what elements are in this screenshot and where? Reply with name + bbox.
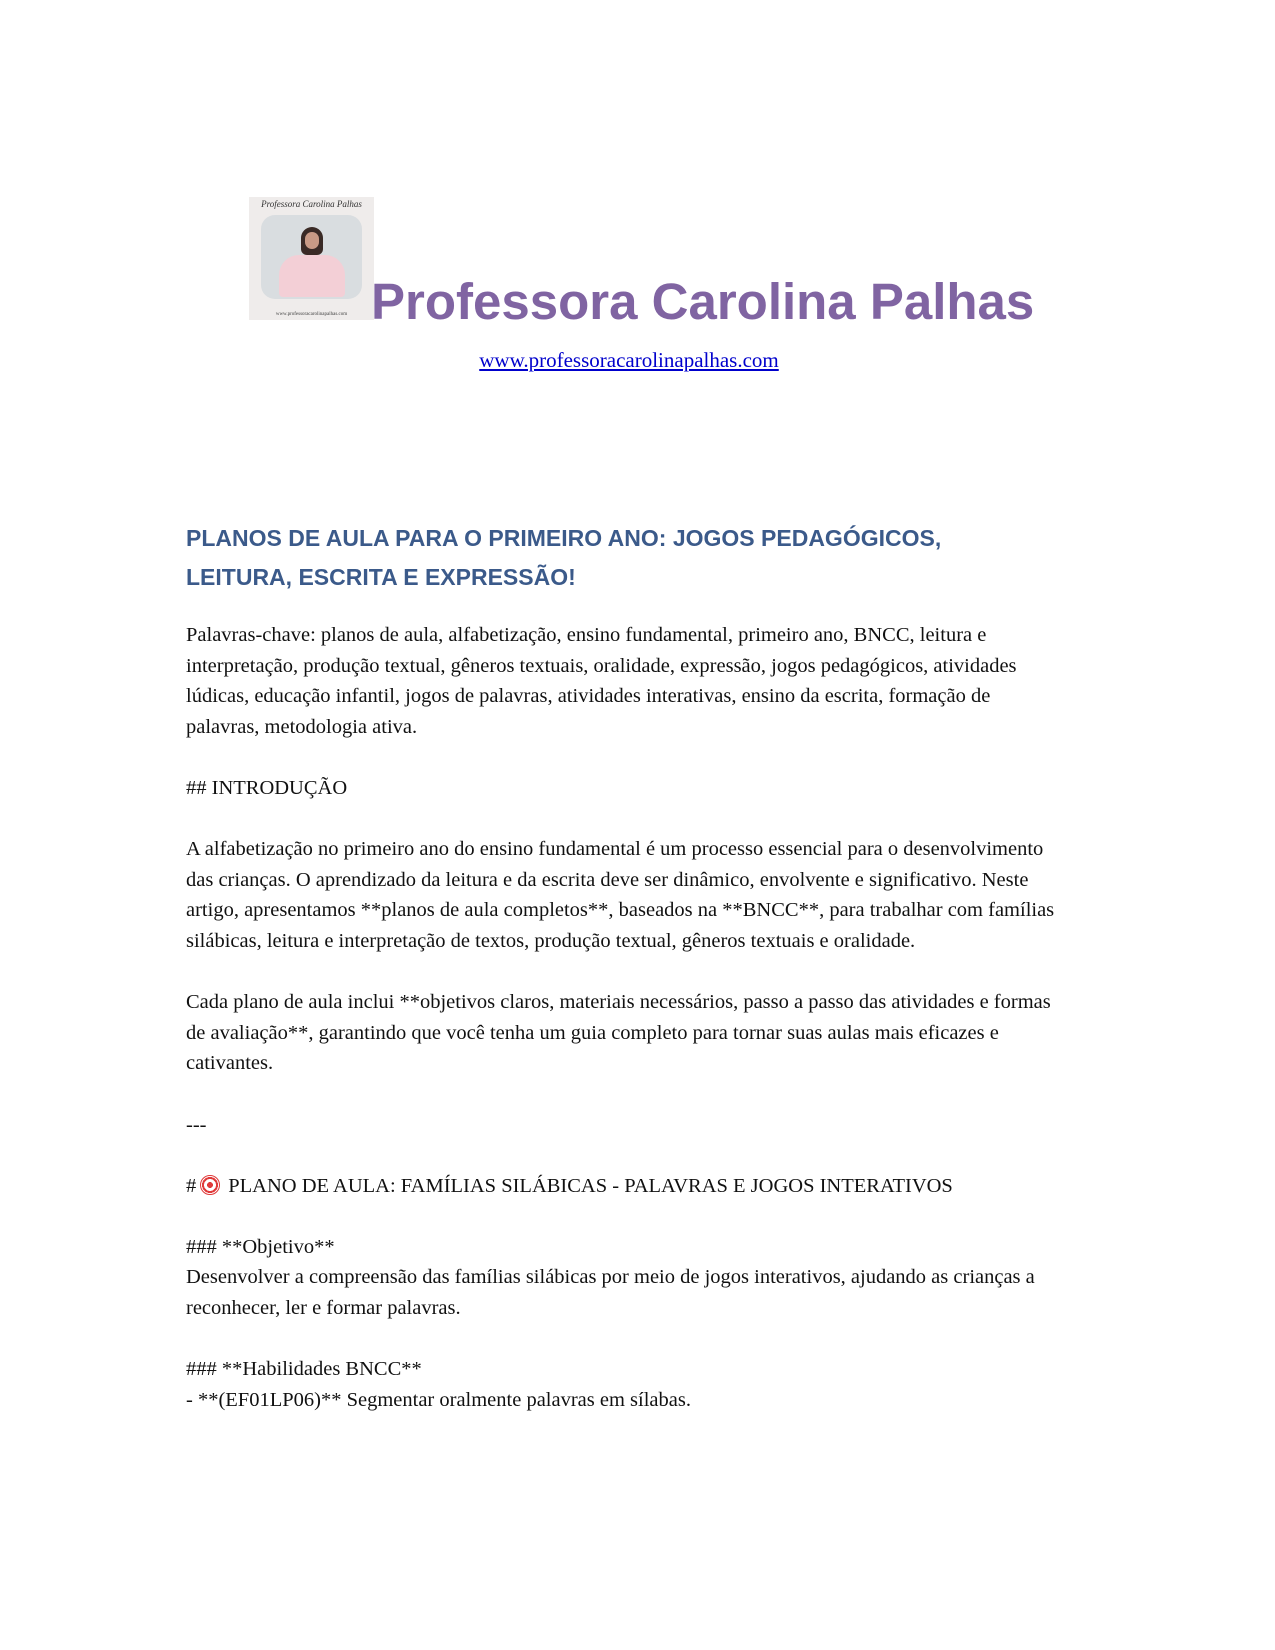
article-body [186,519,1066,1415]
photo-face [305,232,319,249]
skills-heading: ### **Habilidades BNCC** [186,1358,422,1381]
heading-line-2: LEITURA, ESCRITA E EXPRESSÃO! [186,564,576,590]
logo-footer: www.professoracarolinapalhas.com [275,312,348,317]
plan-heading [186,1171,1066,1202]
target-icon [200,1175,220,1195]
photo-shirt [279,255,345,297]
objective-text: Desenvolver a compreensão das famílias silábicas por meio de jogos interativos, ajudando as crianças a reconhecer, ler e formar palavras. [186,1266,1035,1320]
heading-line-1: PLANOS DE AULA PARA O PRIMEIRO ANO: JOGOS PEDAGÓGICOS, [186,525,942,551]
article-heading [186,519,1066,597]
skill-item: - **(EF01LP06)** Segmentar oralmente palavras em sílabas. [186,1388,691,1411]
plan-heading-text: PLANO DE AULA: FAMÍLIAS SILÁBICAS - PALAVRAS E JOGOS INTERATIVOS [228,1174,953,1197]
intro-paragraph-1: A alfabetização no primeiro ano do ensino fundamental é um processo essencial para o desenvolvimento das crianças. O aprendizado da leitura e da escrita deve ser dinâmico, envolvente e significativo. Neste artigo, apresentamos **planos de aula completos**, baseados na **BNCC**, para trabalhar com famílias silábicas, leitura e interpretação de textos, produção textual, gêneros textuais e oralidade. [186,838,1055,952]
keywords: Palavras-chave: planos de aula, alfabetização, ensino fundamental, primeiro ano, BNCC, leitura e interpretação, produção textual, gêneros textuais, oralidade, expressão, jogos pedagógicos, atividades lúdicas, educação infantil, jogos de palavras, atividades interativas, ensino da escrita, formação de palavras, metodologia ativa. [186,624,1017,738]
hash: # [186,1174,197,1197]
site-title: Professora Carolina Palhas [371,273,1035,330]
objective-heading: ### **Objetivo** [186,1235,335,1258]
logo-caption: Professora Carolina Palhas [261,199,362,209]
intro-heading: ## INTRODUÇÃO [186,776,348,799]
intro-paragraph-2: Cada plano de aula inclui **objetivos claros, materiais necessários, passo a passo das atividades e formas de avaliação**, garantindo que você tenha um guia completo para tornar suas aulas mais eficazes e cativantes. [186,991,1051,1075]
author-photo-logo [249,197,374,320]
website-link[interactable]: www.professoracarolinapalhas.com [479,348,779,372]
separator: --- [186,1113,207,1136]
